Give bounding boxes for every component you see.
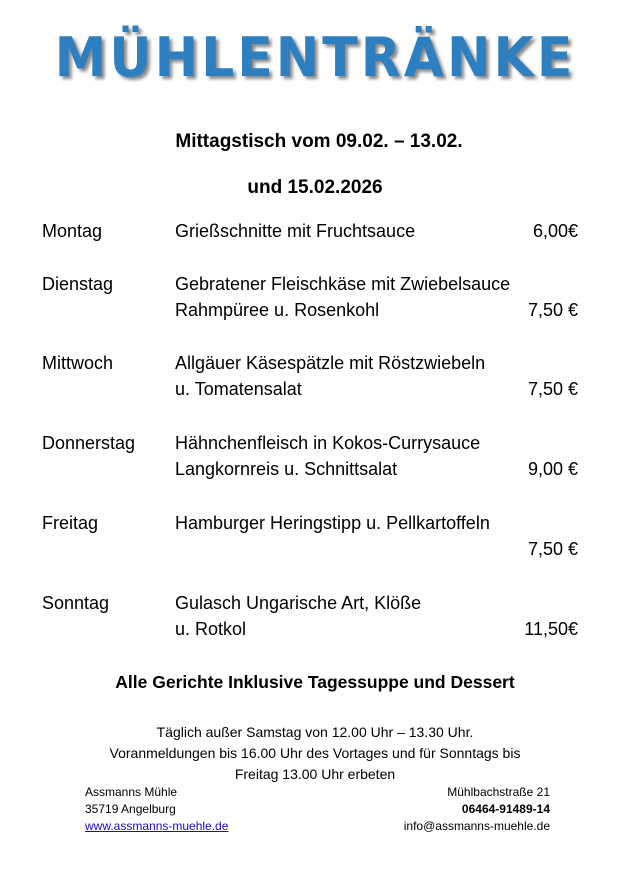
- price: 9,00 €: [527, 459, 578, 479]
- price: 6,00€: [532, 221, 578, 241]
- website-link[interactable]: www.assmanns-muehle.de: [85, 819, 229, 833]
- menu-date-extra: und 15.02.2026: [247, 177, 383, 198]
- price: 7,50 €: [527, 300, 578, 320]
- inclusive-note: Alle Gerichte Inklusive Tagessuppe und Dessert: [115, 672, 515, 692]
- dish-line: Allgäuer Käsespätzle mit Röstzwiebeln: [175, 353, 486, 373]
- day-label: Donnerstag: [42, 433, 136, 453]
- day-label: Mittwoch: [42, 353, 114, 373]
- dish-line: Gulasch Ungarische Art, Klöße: [175, 593, 422, 613]
- contact-right: [404, 784, 550, 835]
- booking-line: Voranmeldungen bis 16.00 Uhr des Vortages und für Sonntags bis: [109, 745, 521, 761]
- opening-hours: [0, 722, 630, 785]
- business-name: Assmanns Mühle: [85, 785, 178, 799]
- business-street: Mühlbachstraße 21: [447, 785, 550, 799]
- dish-line: Gebratener Fleischkäse mit Zwiebelsauce: [175, 274, 511, 294]
- business-city: 35719 Angelburg: [85, 802, 176, 816]
- dish-line: Hamburger Heringstipp u. Pellkartoffeln: [175, 513, 490, 533]
- brand-logo: MÜHLENTRÄNKE: [54, 26, 576, 90]
- day-label: Dienstag: [42, 274, 114, 294]
- dish-line: Grießschnitte mit Fruchtsauce: [175, 221, 416, 241]
- day-label: Freitag: [42, 513, 99, 533]
- hours-line: Täglich außer Samstag von 12.00 Uhr – 13.30 Uhr.: [156, 724, 474, 740]
- business-email: info@assmanns-muehle.de: [403, 819, 550, 833]
- dish-line-2: u. Rotkol: [175, 619, 247, 639]
- dish-line-2: Rahmpüree u. Rosenkohl: [175, 300, 380, 320]
- dish-line: Hähnchenfleisch in Kokos-Currysauce: [175, 433, 481, 453]
- price: 11,50€: [524, 619, 578, 639]
- menu-date-range: Mittagstisch vom 09.02. – 13.02.: [175, 131, 463, 152]
- business-phone: 06464-91489-14: [461, 802, 550, 816]
- booking-line-2: Freitag 13.00 Uhr erbeten: [234, 766, 396, 782]
- dish-line-2: Langkornreis u. Schnittsalat: [175, 459, 398, 479]
- day-label: Sonntag: [42, 593, 110, 613]
- price: 7,50 €: [527, 539, 578, 559]
- contact-left: [85, 784, 228, 835]
- day-label: Montag: [42, 221, 103, 241]
- price: 7,50 €: [527, 379, 578, 399]
- dish-line-2: u. Tomatensalat: [175, 379, 302, 399]
